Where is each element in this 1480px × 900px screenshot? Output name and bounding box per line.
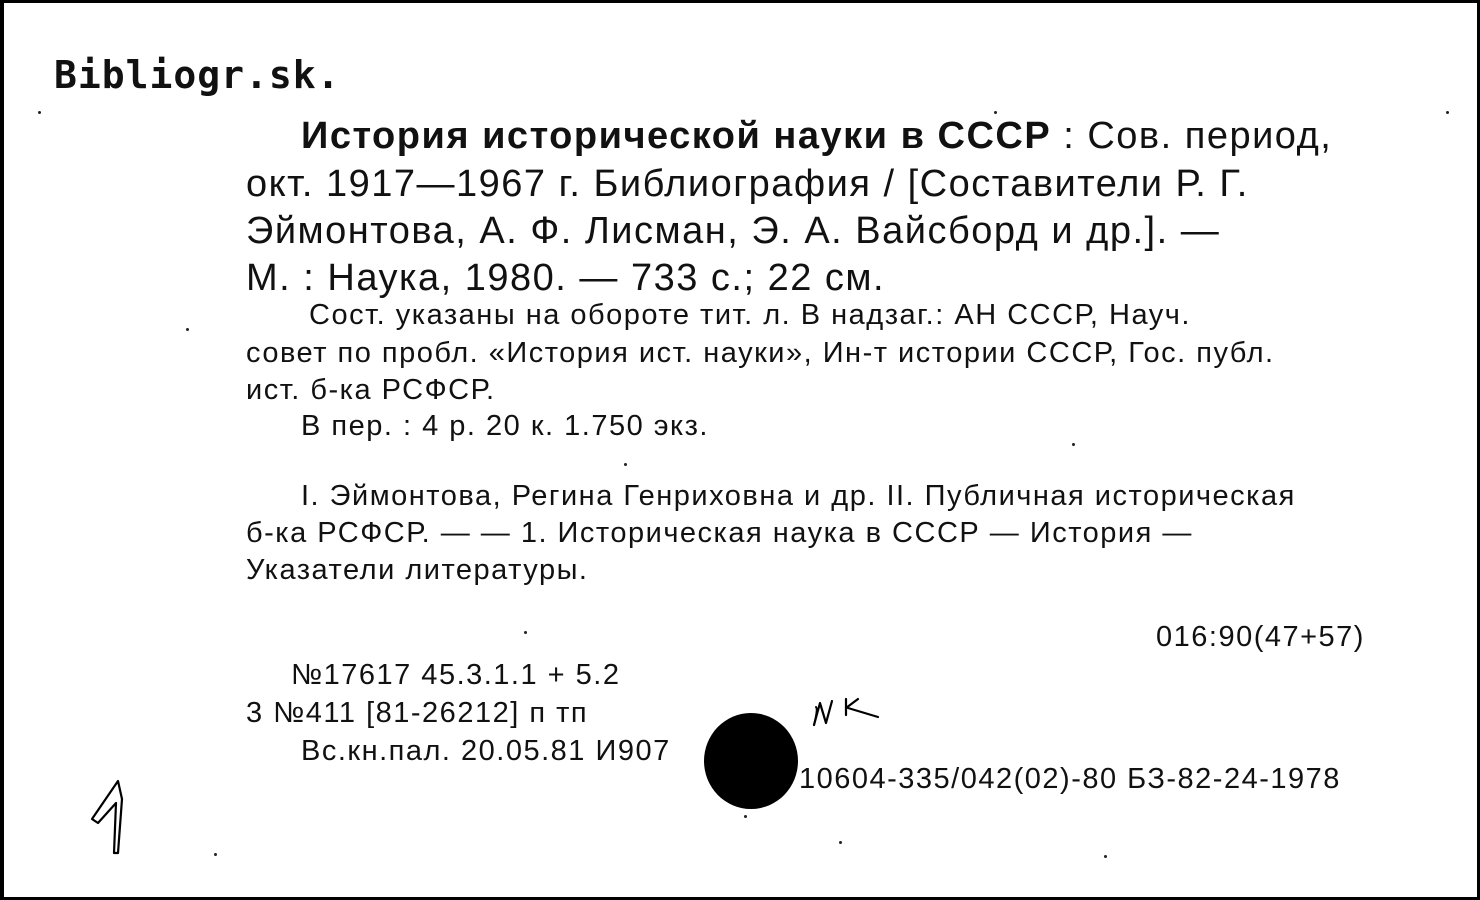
entry-subtitle: : Сов. период, (1051, 115, 1333, 157)
entry-line-1 (301, 113, 1332, 159)
tracing-line-2: б-ка РСФСР. — — 1. Историческая наука в СССР — История — (246, 517, 1193, 549)
tracing-line-1: I. Эймонтова, Регина Генриховна и др. II. Публичная историческая (301, 480, 1296, 512)
entry-title: История исторической науки в СССР (301, 115, 1052, 157)
entry-line-3: Эймонтова, А. Ф. Лисман, Э. А. Вайсборд и др.]. — (246, 210, 1221, 252)
punch-hole (704, 713, 798, 809)
isbn-line: 10604-335/042(02)-80 БЗ-82-24-1978 (799, 763, 1341, 795)
note-line-3: ист. б-ка РСФСР. (246, 374, 496, 406)
udc-code: 016:90(47+57) (1156, 621, 1365, 653)
registry-line-3: Вс.кн.пал. 20.05.81 И907 (301, 735, 671, 767)
handwritten-number (88, 779, 136, 859)
price-line: В пер. : 4 р. 20 к. 1.750 экз. (301, 410, 709, 442)
tracing-line-3: Указатели литературы. (246, 554, 589, 586)
note-line-1: Сост. указаны на обороте тит. л. В надзаг.: АН СССР, Науч. (309, 299, 1191, 331)
note-line-2: совет по пробл. «История ист. науки», Ин-т истории СССР, Гос. публ. (246, 337, 1275, 369)
handwritten-initials (810, 695, 890, 731)
entry-line-2: окт. 1917—1967 г. Библиография / [Составители Р. Г. (246, 163, 1249, 205)
registry-line-1: №17617 45.3.1.1 + 5.2 (291, 659, 621, 691)
registry-line-2: 3 №411 [81-26212] п тп (246, 697, 589, 729)
entry-line-4: М. : Наука, 1980. — 733 с.; 22 см. (246, 257, 886, 299)
card-heading: Bibliogr.sk. (54, 53, 341, 97)
